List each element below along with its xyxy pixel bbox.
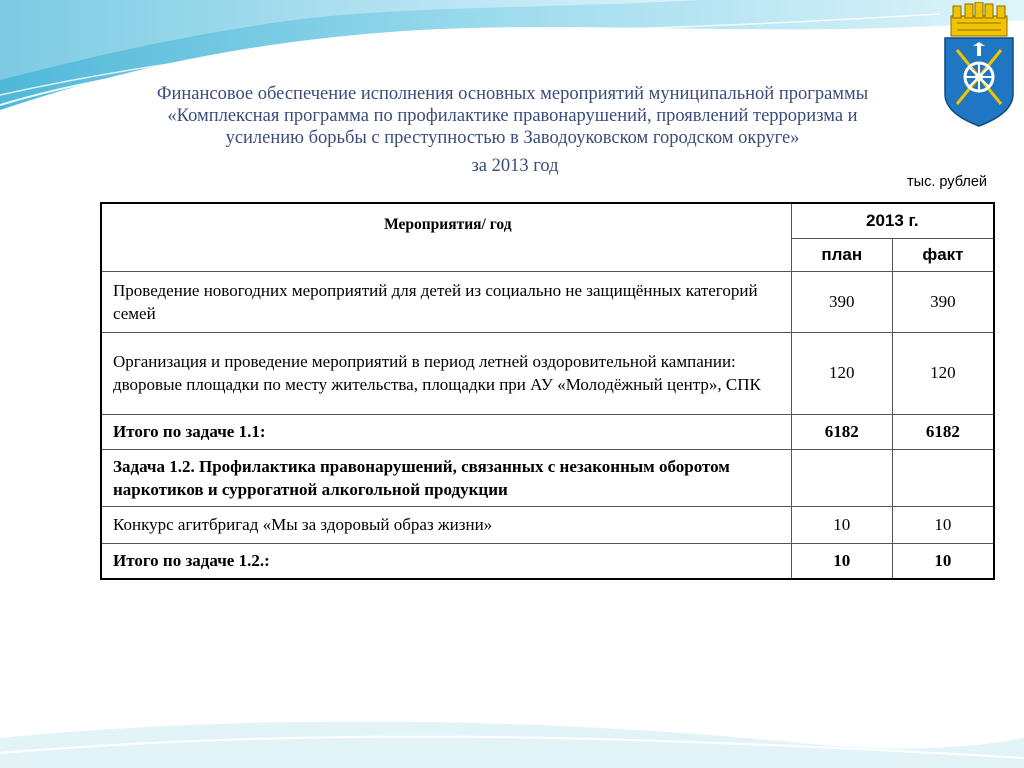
title-line-2: «Комплексная программа по профилактике правонарушений, проявлений терроризма и [167, 106, 858, 126]
column-header-year: 2013 г. [791, 203, 994, 238]
coat-of-arms-logo [943, 2, 1015, 128]
row-plan [791, 449, 892, 506]
row-activity: Итого по задаче 1.2.: [101, 543, 791, 579]
row-activity: Организация и проведение мероприятий в период летней оздоровительной кампании: дворовые площадки по месту жительства, площадки при АУ «Молодёжный центр», СПК [101, 332, 791, 414]
table-row [101, 271, 994, 332]
row-activity: Задача 1.2. Профилактика правонарушений, связанных с незаконным оборотом наркотиков и суррогатной алкогольной продукции [101, 449, 791, 506]
row-fact [892, 449, 994, 506]
row-fact: 10 [892, 543, 994, 579]
row-fact: 120 [892, 332, 994, 414]
column-header-fact: факт [892, 238, 994, 271]
units-label: тыс. рублей [907, 174, 987, 190]
table-row [101, 332, 994, 414]
column-header-activity: Мероприятия/ год [101, 203, 791, 271]
slide-title [90, 83, 935, 149]
row-activity: Итого по задаче 1.1: [101, 414, 791, 449]
table-row-task [101, 449, 994, 506]
period-label: за 2013 год [471, 156, 559, 176]
finance-table [100, 202, 995, 580]
table-header-row [101, 203, 994, 238]
title-line-1: Финансовое обеспечение исполнения основных мероприятий муниципальной программы [156, 84, 869, 104]
row-fact: 6182 [892, 414, 994, 449]
row-fact: 390 [892, 271, 994, 332]
table-row [101, 506, 994, 543]
row-plan: 6182 [791, 414, 892, 449]
row-plan: 10 [791, 543, 892, 579]
table-row-total [101, 414, 994, 449]
row-plan: 390 [791, 271, 892, 332]
bottom-wave-decoration [0, 698, 1024, 768]
row-plan: 120 [791, 332, 892, 414]
row-activity: Конкурс агитбригад «Мы за здоровый образ жизни» [101, 506, 791, 543]
title-line-3: усилению борьбы с преступностью в Заводоуковском городском округе» [225, 128, 800, 148]
table-row-total [101, 543, 994, 579]
row-activity: Проведение новогодних мероприятий для детей из социально не защищённых категорий семей [101, 271, 791, 332]
column-header-plan: план [791, 238, 892, 271]
row-plan: 10 [791, 506, 892, 543]
row-fact: 10 [892, 506, 994, 543]
